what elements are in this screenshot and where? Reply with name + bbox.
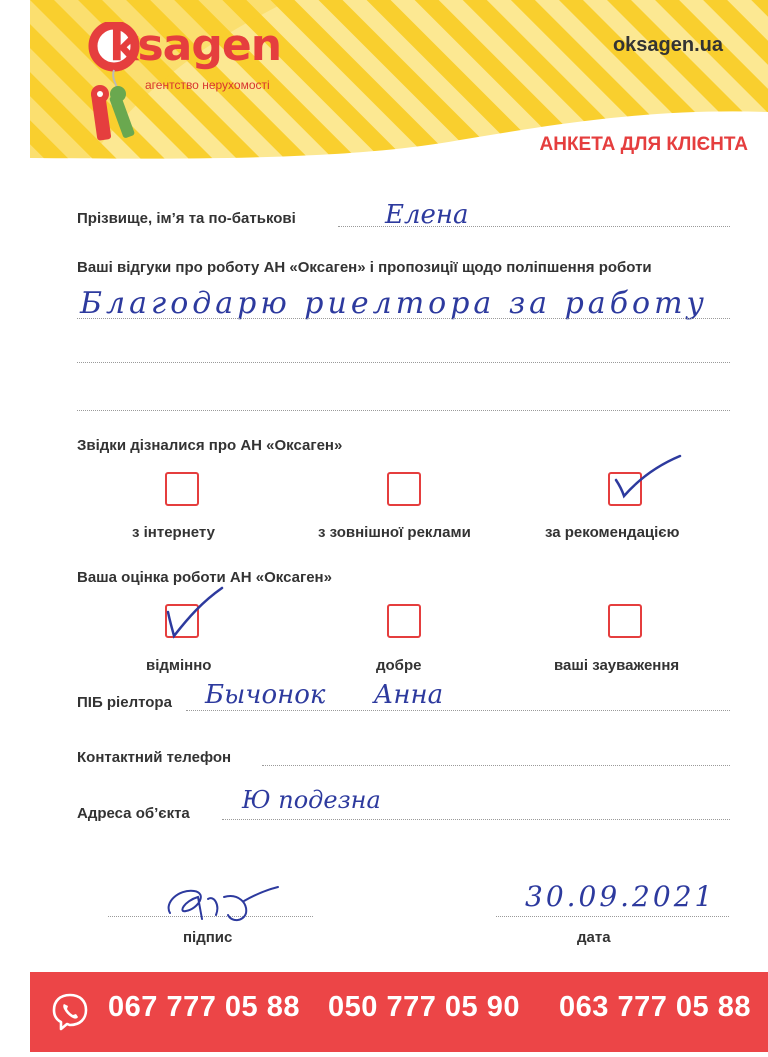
feedback-line-1 — [77, 318, 730, 319]
rating-label: Ваша оцінка роботи АН «Оксаген» — [77, 569, 332, 586]
feedback-label: Ваші відгуки про роботу АН «Оксаген» і пропозиції щодо поліпшення роботи — [77, 259, 652, 276]
date-label: дата — [577, 929, 611, 946]
address-label: Адреса об’єкта — [77, 805, 190, 822]
source-ads-checkbox[interactable] — [387, 472, 421, 506]
source-ads-label: з зовнішної реклами — [318, 524, 471, 541]
phone-number-1[interactable]: 067 777 05 88 — [108, 991, 300, 1023]
address-field[interactable]: Ю подезна — [242, 786, 381, 814]
date-line — [496, 916, 729, 917]
full-name-label: Прізвище, ім’я та по-батькові — [77, 210, 296, 227]
footer-contacts — [30, 972, 768, 1052]
date-field[interactable]: 30.09.2021 — [525, 880, 716, 913]
feedback-line-2 — [77, 362, 730, 363]
rating-excellent-label: відмінно — [146, 657, 212, 674]
source-recommendation-label: за рекомендацією — [545, 524, 680, 541]
rating-good-checkbox[interactable] — [387, 604, 421, 638]
rating-remarks-checkbox[interactable] — [608, 604, 642, 638]
form-title: АНКЕТА ДЛЯ КЛІЄНТА — [539, 134, 748, 155]
phone-number-3[interactable]: 063 777 05 88 — [559, 991, 751, 1023]
rating-remarks-label: ваші зауваження — [554, 657, 680, 674]
signature-label: підпис — [183, 929, 233, 946]
checkmark-icon — [600, 450, 690, 510]
realtor-line — [186, 710, 730, 711]
rating-good-label: добре — [376, 657, 422, 674]
viber-icon — [50, 992, 90, 1032]
website-link[interactable]: oksagen.ua — [612, 34, 723, 56]
realtor-field[interactable]: Бычонок Анна — [205, 680, 444, 710]
brand-logo — [80, 20, 281, 71]
checkmark-icon — [158, 584, 238, 644]
source-internet-label: з інтернету — [132, 524, 215, 541]
brand-name: ksagen — [109, 20, 282, 71]
feedback-field[interactable]: Благодарю риелтора за работу — [80, 286, 708, 321]
source-label: Звідки дізналися про АН «Оксаген» — [77, 437, 343, 454]
contact-phone-label: Контактний телефон — [77, 749, 232, 766]
phone-number-2[interactable]: 050 777 05 90 — [328, 991, 520, 1023]
source-internet-checkbox[interactable] — [165, 472, 199, 506]
signature-drawing — [158, 875, 288, 935]
full-name-field[interactable]: Елена — [385, 200, 469, 230]
feedback-line-3 — [77, 410, 730, 411]
address-line — [222, 819, 730, 820]
realtor-label: ПІБ ріелтора — [77, 694, 172, 711]
brand-tagline: агентство нерухомості — [145, 78, 270, 92]
contact-phone-line — [262, 765, 730, 766]
